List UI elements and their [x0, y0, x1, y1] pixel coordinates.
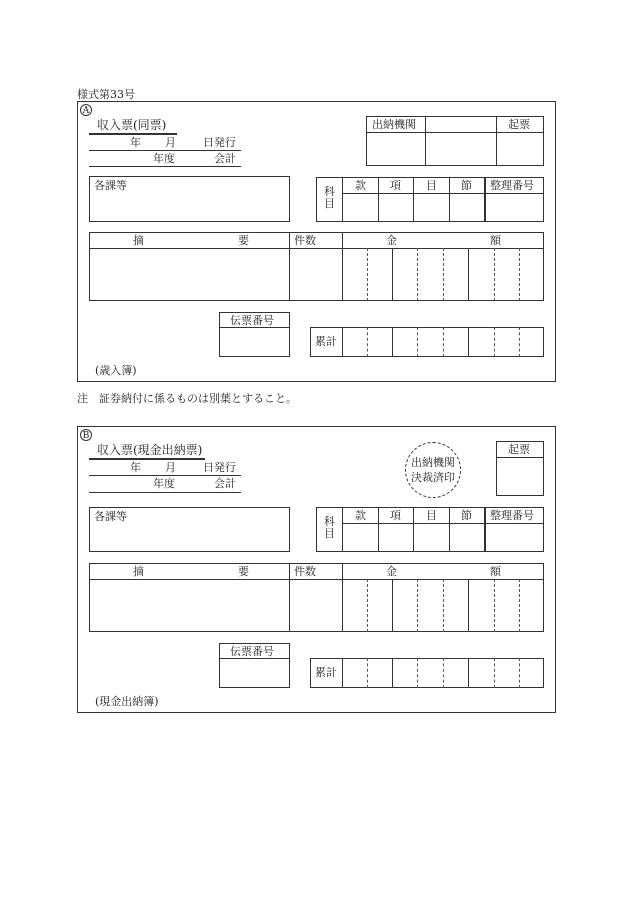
- section-a-year: 年: [130, 136, 141, 149]
- section-b-main-col3: [392, 579, 393, 632]
- section-a-kamoku-col3: [449, 177, 450, 222]
- section-b-kihyo-divider: [496, 457, 544, 458]
- section-b-account: 会計: [214, 477, 236, 490]
- section-a-kamoku-divider: [342, 193, 544, 194]
- section-b-ruikei-dash5: [519, 658, 520, 688]
- section-b-main-table: [89, 563, 544, 632]
- section-a-org-col2: [496, 116, 497, 166]
- section-b-main-dash1: [367, 579, 368, 632]
- section-a-main-col3: [392, 248, 393, 301]
- section-a-dept-label: 各課等: [94, 179, 127, 192]
- section-b-kou: 項: [390, 509, 401, 522]
- section-a-main-dash1: [367, 248, 368, 301]
- section-a-ruikei-col1: [342, 327, 343, 357]
- section-a-ruikei-dash5: [519, 327, 520, 357]
- section-a-main-dash3: [443, 248, 444, 301]
- section-b-ruikei-dash2: [417, 658, 418, 688]
- section-b-ruikei-box: [310, 658, 544, 688]
- section-a-fiscal-year: 年度: [153, 152, 175, 165]
- section-a-footer: (歳入簿): [95, 364, 137, 377]
- section-a-main-col2: [342, 232, 343, 301]
- section-b-ruikei-dash3: [443, 658, 444, 688]
- section-b-ruikei-col1: [342, 658, 343, 688]
- section-b-kamoku-col3: [449, 507, 450, 552]
- section-a-ruikei-box: [310, 327, 544, 357]
- section-b-main-col4: [468, 579, 469, 632]
- section-a-gaku: 額: [490, 234, 501, 247]
- section-a-main-header-line: [89, 248, 544, 249]
- section-b-kamoku-col4: [484, 507, 486, 552]
- section-b-tekiyo: 摘: [133, 565, 144, 578]
- note-text: 注 証券納付に係るものは別葉とすること。: [77, 392, 297, 405]
- section-b-main-header-line: [89, 579, 544, 580]
- section-b-kamoku-col1: [378, 507, 379, 552]
- section-b-fiscal-year: 年度: [153, 477, 175, 490]
- section-a-account: 会計: [214, 152, 236, 165]
- section-a-you: 要: [238, 234, 249, 247]
- section-b-stamp-line1: 出納機関: [411, 456, 455, 469]
- section-a-org-divider: [366, 132, 544, 133]
- section-b-title-underline: [89, 458, 205, 460]
- section-b-issue-line: [89, 475, 241, 476]
- section-b-moku: 目: [426, 509, 437, 522]
- section-b-setsu: 節: [461, 509, 472, 522]
- section-a-ruikei-col3: [468, 327, 469, 357]
- section-b-ruikei-dash4: [494, 658, 495, 688]
- section-b-main-dash5: [519, 579, 520, 632]
- section-b-issue-day: 日発行: [203, 461, 236, 474]
- section-b-ruikei: 累計: [315, 666, 337, 679]
- section-a-kihyo: 起票: [508, 118, 530, 131]
- section-a-setsu: 節: [461, 179, 472, 192]
- section-b-year: 年: [130, 461, 141, 474]
- section-a-kamoku-label: 科目: [324, 185, 335, 210]
- section-b-kin: 金: [386, 565, 397, 578]
- section-a-main-dash5: [519, 248, 520, 301]
- section-a-month: 月: [165, 136, 176, 149]
- section-b-month: 月: [165, 461, 176, 474]
- section-b-ruikei-dash1: [367, 658, 368, 688]
- section-b-kan: 款: [355, 509, 366, 522]
- section-b-kamoku-sep: [342, 507, 343, 552]
- section-a-kensu: 件数: [294, 234, 316, 247]
- section-b-stamp: [405, 442, 461, 498]
- section-b-kamoku-divider: [342, 523, 544, 524]
- section-a-issue-line: [89, 150, 241, 151]
- section-a-title: 収入票(同票): [97, 118, 167, 132]
- section-a-moku: 目: [426, 179, 437, 192]
- section-b-main-col2: [342, 563, 343, 632]
- section-b-ruikei-col2: [392, 658, 393, 688]
- section-a-main-col1: [289, 232, 290, 301]
- section-b-main-col1: [289, 563, 290, 632]
- section-a-ruikei-col2: [392, 327, 393, 357]
- section-b-you: 要: [238, 565, 249, 578]
- section-a-org-label: 出納機関: [372, 118, 416, 131]
- section-a-ruikei-dash4: [494, 327, 495, 357]
- section-b-main-dash3: [443, 579, 444, 632]
- section-a-main-dash2: [417, 248, 418, 301]
- section-b-denpyo: 伝票番号: [230, 645, 274, 658]
- section-a-kamoku-sep: [342, 177, 343, 222]
- section-a-kan: 款: [355, 179, 366, 192]
- section-a-denpyo: 伝票番号: [230, 314, 274, 327]
- section-a-kamoku-col1: [378, 177, 379, 222]
- section-b-seiri: 整理番号: [490, 509, 534, 522]
- section-a-main-col4: [468, 248, 469, 301]
- section-b-denpyo-divider: [219, 658, 290, 659]
- section-b-stamp-line2: 決裁済印: [411, 471, 455, 484]
- section-a-main-table: [89, 232, 544, 301]
- section-a-kou: 項: [390, 179, 401, 192]
- section-a-org-col1: [425, 116, 426, 166]
- section-b-kihyo: 起票: [508, 443, 530, 456]
- section-b-title: 収入票(現金出納票): [97, 443, 203, 457]
- section-b-fiscal-line: [89, 492, 241, 493]
- section-b-gaku: 額: [490, 565, 501, 578]
- section-b-footer: (現金出納簿): [95, 695, 159, 708]
- section-b-kamoku-col2: [413, 507, 414, 552]
- section-a-main-dash4: [494, 248, 495, 301]
- section-a-kin: 金: [386, 234, 397, 247]
- section-a-kamoku-col2: [413, 177, 414, 222]
- section-b-letter: B: [80, 429, 92, 441]
- section-a-ruikei-dash3: [443, 327, 444, 357]
- section-a-title-underline: [89, 133, 177, 135]
- section-a-fiscal-line: [89, 166, 241, 167]
- section-b-kensu: 件数: [294, 565, 316, 578]
- section-a-ruikei-dash1: [367, 327, 368, 357]
- section-b-main-dash2: [417, 579, 418, 632]
- section-b-kamoku-label: 科目: [324, 515, 335, 540]
- section-b-main-dash4: [494, 579, 495, 632]
- section-a-ruikei-dash2: [417, 327, 418, 357]
- section-a-denpyo-divider: [219, 327, 290, 328]
- section-b-dept-label: 各課等: [94, 510, 127, 523]
- section-a-letter: A: [80, 104, 92, 116]
- form-number: 様式第33号: [77, 88, 135, 101]
- section-a-ruikei: 累計: [315, 335, 337, 348]
- section-a-issue-day: 日発行: [203, 136, 236, 149]
- section-a-seiri: 整理番号: [490, 179, 534, 192]
- section-a-kamoku-col4: [484, 177, 486, 222]
- section-b-ruikei-col3: [468, 658, 469, 688]
- section-a-tekiyo: 摘: [133, 234, 144, 247]
